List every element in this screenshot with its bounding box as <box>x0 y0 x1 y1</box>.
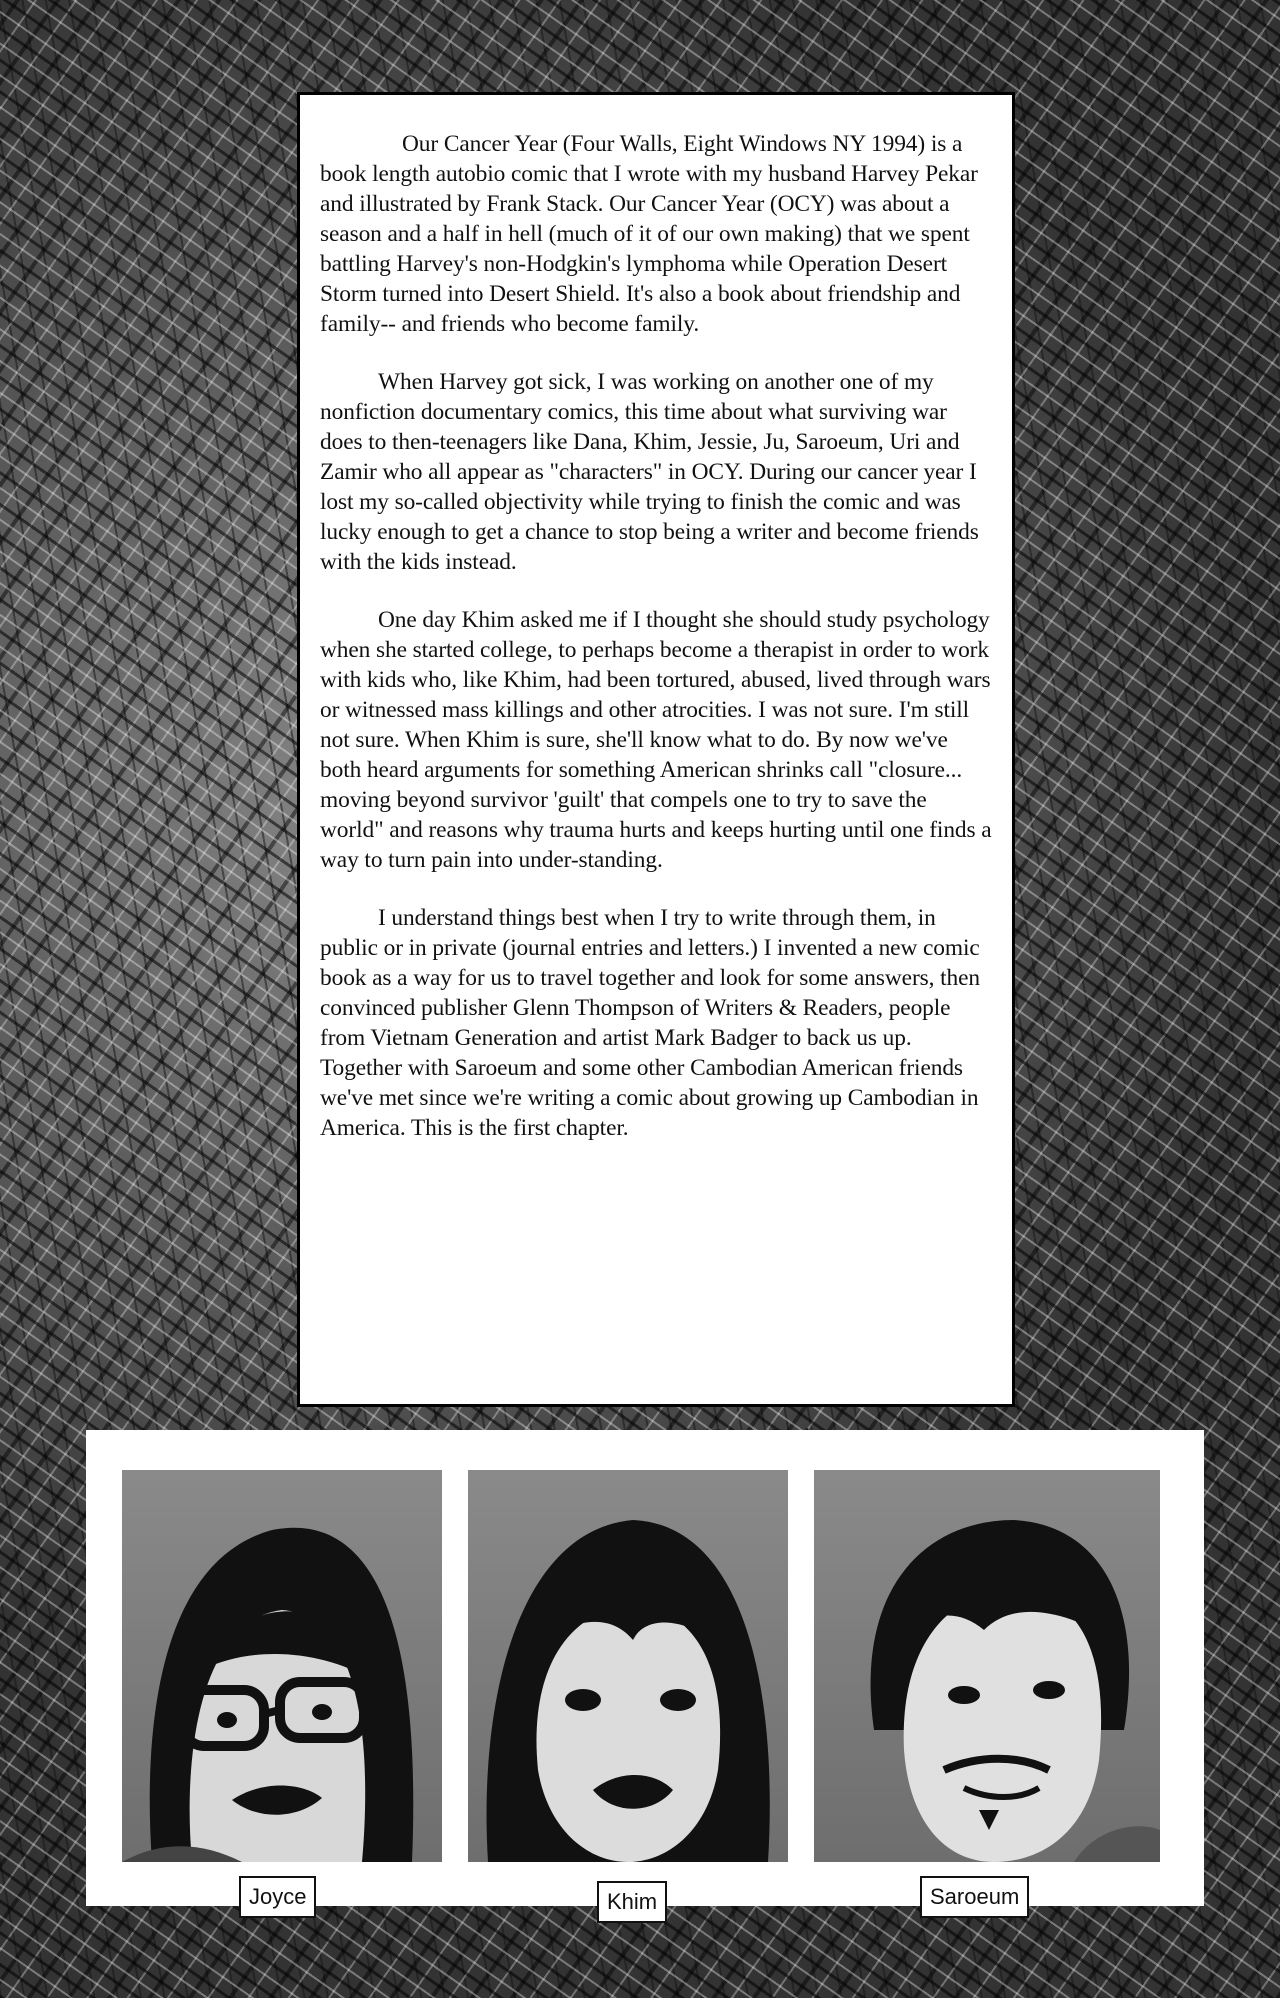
portrait-panel <box>86 1430 1204 1914</box>
portrait-joyce <box>122 1470 442 1862</box>
saroeum-illustration <box>814 1470 1160 1862</box>
paragraph-1: Our Cancer Year (Four Walls, Eight Windows NY 1994) is a book length autobio comic that I wrote with my husband Harvey Pekar and illustrated by Frank Stack. Our Cancer Year (OCY) was about a season and a half in hell (much of it of our own making) that we spent battling Harvey's non-Hodgkin's lymphoma while Operation Desert Storm turned into Desert Shield. It's also a book about friendship and family-- and friends who become family. <box>320 131 978 337</box>
name-tag-khim: Khim <box>597 1881 667 1923</box>
name-tag-joyce: Joyce <box>239 1876 316 1918</box>
paragraph-3: One day Khim asked me if I thought she should study psychology when she started college, to perhaps become a therapist in order to work with kids who, like Khim, had been tortured, abused, lived through wars or witnessed mass killings and other atrocities. I was not sure. I'm still not sure. When Khim is sure, she'll know what to do. By now we've both heard arguments for something American shrinks call "closure... moving beyond survivor 'guilt' that compels one to try to save the world" and reasons why trauma hurts and keeps hurting until one finds a way to turn pain into under-standing. <box>320 607 992 873</box>
khim-illustration <box>468 1470 788 1862</box>
paragraph-2: When Harvey got sick, I was working on another one of my nonfiction documentary comics, this time about what surviving war does to then-teenagers like Dana, Khim, Jessie, Ju, Saroeum, Uri and Zamir who all appear as "characters" in OCY. During our cancer year I lost my so-called objectivity while trying to finish the comic and was lucky enough to get a chance to stop being a writer and become friends with the kids instead. <box>320 369 979 575</box>
portrait-khim <box>468 1470 788 1862</box>
joyce-illustration <box>122 1470 442 1862</box>
portrait-saroeum <box>814 1470 1160 1862</box>
paragraph-4: I understand things best when I try to write through them, in public or in private (journal entries and letters.) I invented a new comic book as a way for us to travel together and look for some answers, then convinced publisher Glenn Thompson of Writers & Readers, people from Vietnam Generation and artist Mark Badger to back us up. Together with Saroeum and some other Cambodian American friends we've met since we're writing a comic about growing up Cambodian in America. This is the first chapter. <box>320 905 981 1141</box>
name-tag-saroeum: Saroeum <box>920 1876 1029 1918</box>
intro-text-panel <box>297 92 1015 1407</box>
